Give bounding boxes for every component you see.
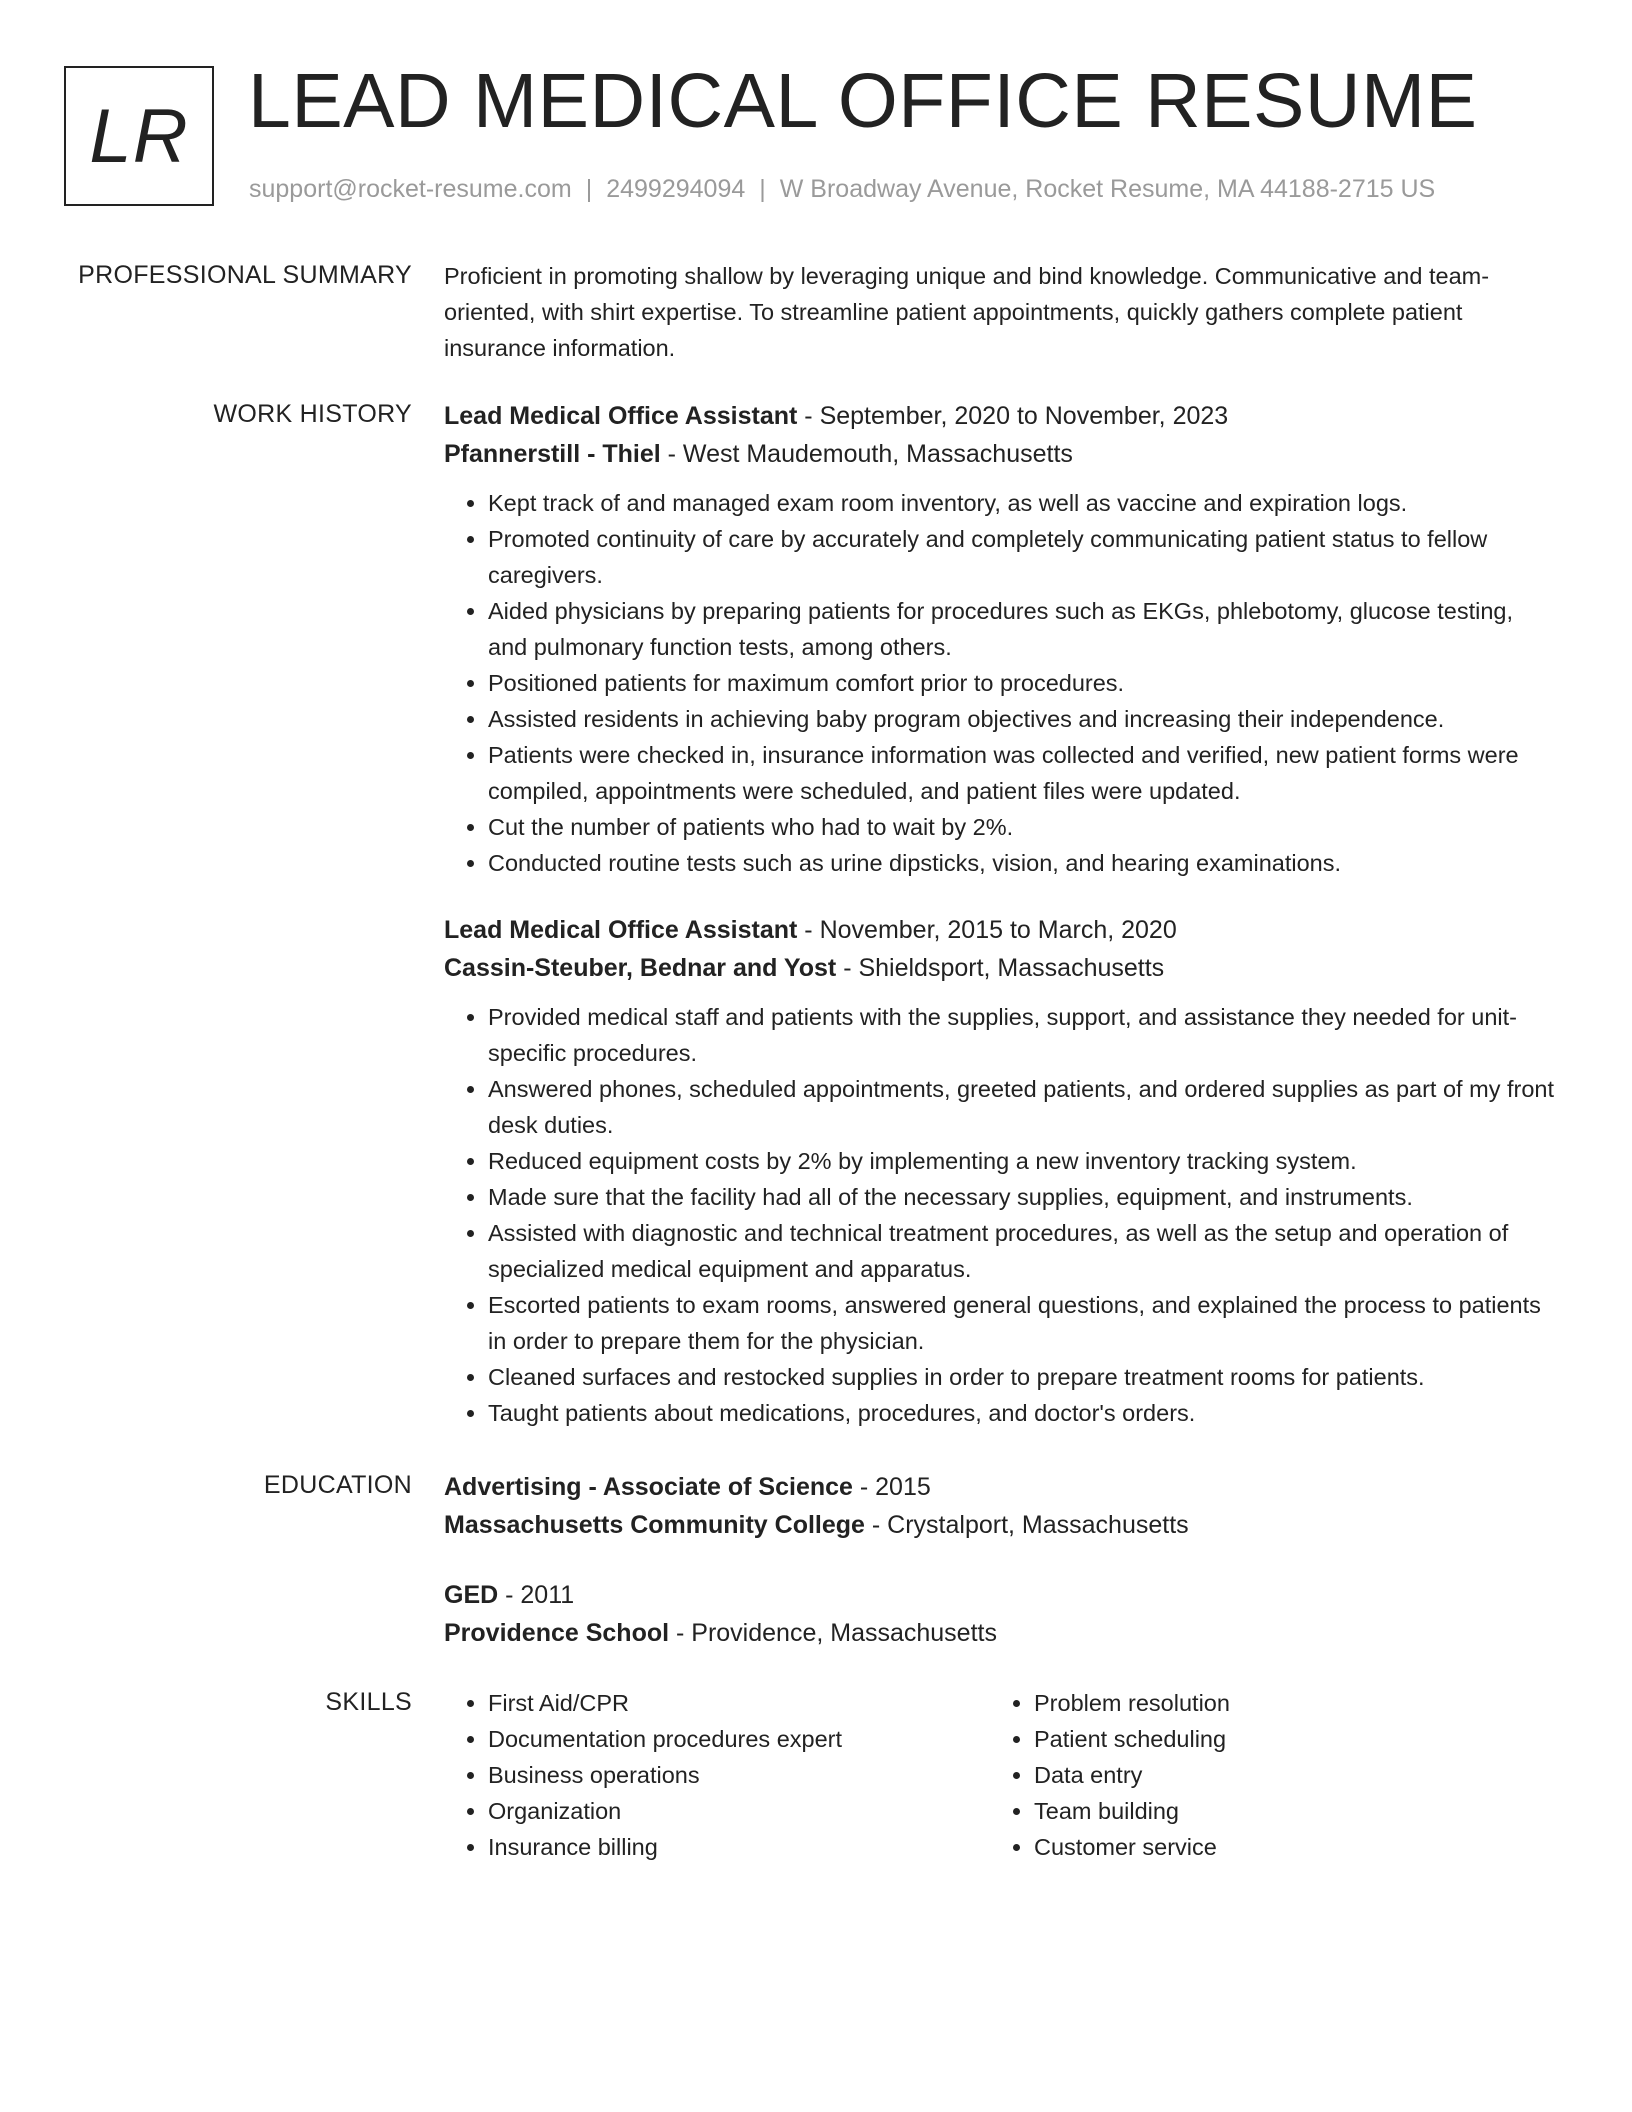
degree-line [444, 1576, 1556, 1614]
degree-year: - 2011 [498, 1581, 575, 1609]
skill-item: • Patient scheduling [1034, 1721, 1536, 1757]
job-location: - Shieldsport, Massachusetts [836, 954, 1165, 982]
work-history-heading: WORK HISTORY [213, 400, 412, 428]
education-entry [444, 1468, 1556, 1544]
school-location: - Crystalport, Massachusetts [864, 1511, 1189, 1539]
skills-columns [444, 1685, 1556, 1865]
summary-body [444, 258, 1556, 366]
job-location: - West Maudemouth, Massachusetts [660, 440, 1073, 468]
duty-item: • Answered phones, scheduled appointments, greeted patients, and ordered supplies as part of my front desk duties. [488, 1071, 1556, 1143]
job-duties-list [444, 485, 1556, 881]
resume-title: LEAD MEDICAL OFFICE RESUME [248, 58, 1478, 144]
duty-item: • Kept track of and managed exam room inventory, as well as vaccine and expiration logs. [488, 485, 1556, 521]
skills-list [990, 1685, 1536, 1865]
job-dates: - September, 2020 to November, 2023 [797, 402, 1229, 430]
skill-item: • Organization [488, 1793, 990, 1829]
school-location: - Providence, Massachusetts [669, 1619, 997, 1647]
contact-phone: 2499294094 [606, 175, 746, 203]
duty-item: • Taught patients about medications, procedures, and doctor's orders. [488, 1395, 1556, 1431]
duty-item: • Provided medical staff and patients with the supplies, support, and assistance they needed for unit-specific procedures. [488, 999, 1556, 1071]
skills-heading: SKILLS [325, 1688, 412, 1716]
duty-item: • Cut the number of patients who had to wait by 2%. [488, 809, 1556, 845]
summary-heading: PROFESSIONAL SUMMARY [78, 261, 412, 289]
skills-list [444, 1685, 990, 1865]
monogram-logo: LR [64, 66, 214, 206]
duty-item: • Aided physicians by preparing patients for procedures such as EKGs, phlebotomy, glucose testing, and pulmonary function tests, among others. [488, 593, 1556, 665]
job-entry [444, 911, 1556, 1431]
contact-line [249, 172, 1435, 206]
degree-name: GED [444, 1581, 499, 1609]
contact-separator: | [585, 175, 593, 203]
duty-item: • Cleaned surfaces and restocked supplies in order to prepare treatment rooms for patients. [488, 1359, 1556, 1395]
duty-item: • Reduced equipment costs by 2% by implementing a new inventory tracking system. [488, 1143, 1556, 1179]
duty-item: • Assisted with diagnostic and technical treatment procedures, as well as the setup and operation of specialized medical equipment and apparatus. [488, 1215, 1556, 1287]
contact-separator: | [759, 175, 766, 203]
duty-item: • Conducted routine tests such as urine dipsticks, vision, and hearing examinations. [488, 845, 1556, 881]
job-company-line [444, 435, 1556, 473]
duty-item: • Positioned patients for maximum comfort prior to procedures. [488, 665, 1556, 701]
skill-item: • Team building [1034, 1793, 1536, 1829]
education-entry [444, 1576, 1556, 1652]
job-title: Lead Medical Office Assistant [444, 402, 798, 430]
degree-year: - 2015 [852, 1473, 931, 1501]
job-title-line [444, 911, 1556, 949]
skill-item: • Data entry [1034, 1757, 1536, 1793]
duty-item: • Assisted residents in achieving baby program objectives and increasing their independence. [488, 701, 1556, 737]
duty-item: • Escorted patients to exam rooms, answered general questions, and explained the process to patients in order to prepare them for the physician. [488, 1287, 1556, 1359]
degree-name: Advertising - Associate of Science [444, 1473, 853, 1501]
skill-item: • Insurance billing [488, 1829, 990, 1865]
skills-body [444, 1685, 1556, 1865]
duty-item: • Patients were checked in, insurance information was collected and verified, new patient forms were compiled, appointments were scheduled, and patient files were updated. [488, 737, 1556, 809]
skills-column-left [444, 1685, 990, 1865]
duty-item: • Promoted continuity of care by accurately and completely communicating patient status to fellow caregivers. [488, 521, 1556, 593]
skills-column-right [990, 1685, 1536, 1865]
job-entry [444, 397, 1556, 881]
job-title: Lead Medical Office Assistant [444, 916, 798, 944]
contact-email: support@rocket-resume.com [249, 175, 572, 203]
degree-line [444, 1468, 1556, 1506]
job-title-line [444, 397, 1556, 435]
school-name: Providence School [444, 1619, 670, 1647]
skill-item: • Documentation procedures expert [488, 1721, 990, 1757]
job-company: Pfannerstill - Thiel [444, 440, 661, 468]
job-company: Cassin-Steuber, Bednar and Yost [444, 954, 837, 982]
duty-item: • Made sure that the facility had all of the necessary supplies, equipment, and instruments. [488, 1179, 1556, 1215]
education-heading: EDUCATION [263, 1471, 412, 1499]
job-company-line [444, 949, 1556, 987]
summary-text: Proficient in promoting shallow by leveraging unique and bind knowledge. Communicative and team-oriented, with shirt expertise. To streamline patient appointments, quickly gathers complete patient insurance information. [444, 263, 1490, 361]
school-line [444, 1614, 1556, 1652]
job-duties-list [444, 999, 1556, 1431]
skill-item: • Customer service [1034, 1829, 1536, 1865]
school-name: Massachusetts Community College [444, 1511, 865, 1539]
school-line [444, 1506, 1556, 1544]
job-dates: - November, 2015 to March, 2020 [797, 916, 1177, 944]
skill-item: • First Aid/CPR [488, 1685, 990, 1721]
skill-item: • Business operations [488, 1757, 990, 1793]
work-history-body [444, 397, 1556, 1431]
skill-item: • Problem resolution [1034, 1685, 1536, 1721]
contact-address: W Broadway Avenue, Rocket Resume, MA 44188-2715 US [779, 175, 1436, 203]
education-body [444, 1468, 1556, 1652]
